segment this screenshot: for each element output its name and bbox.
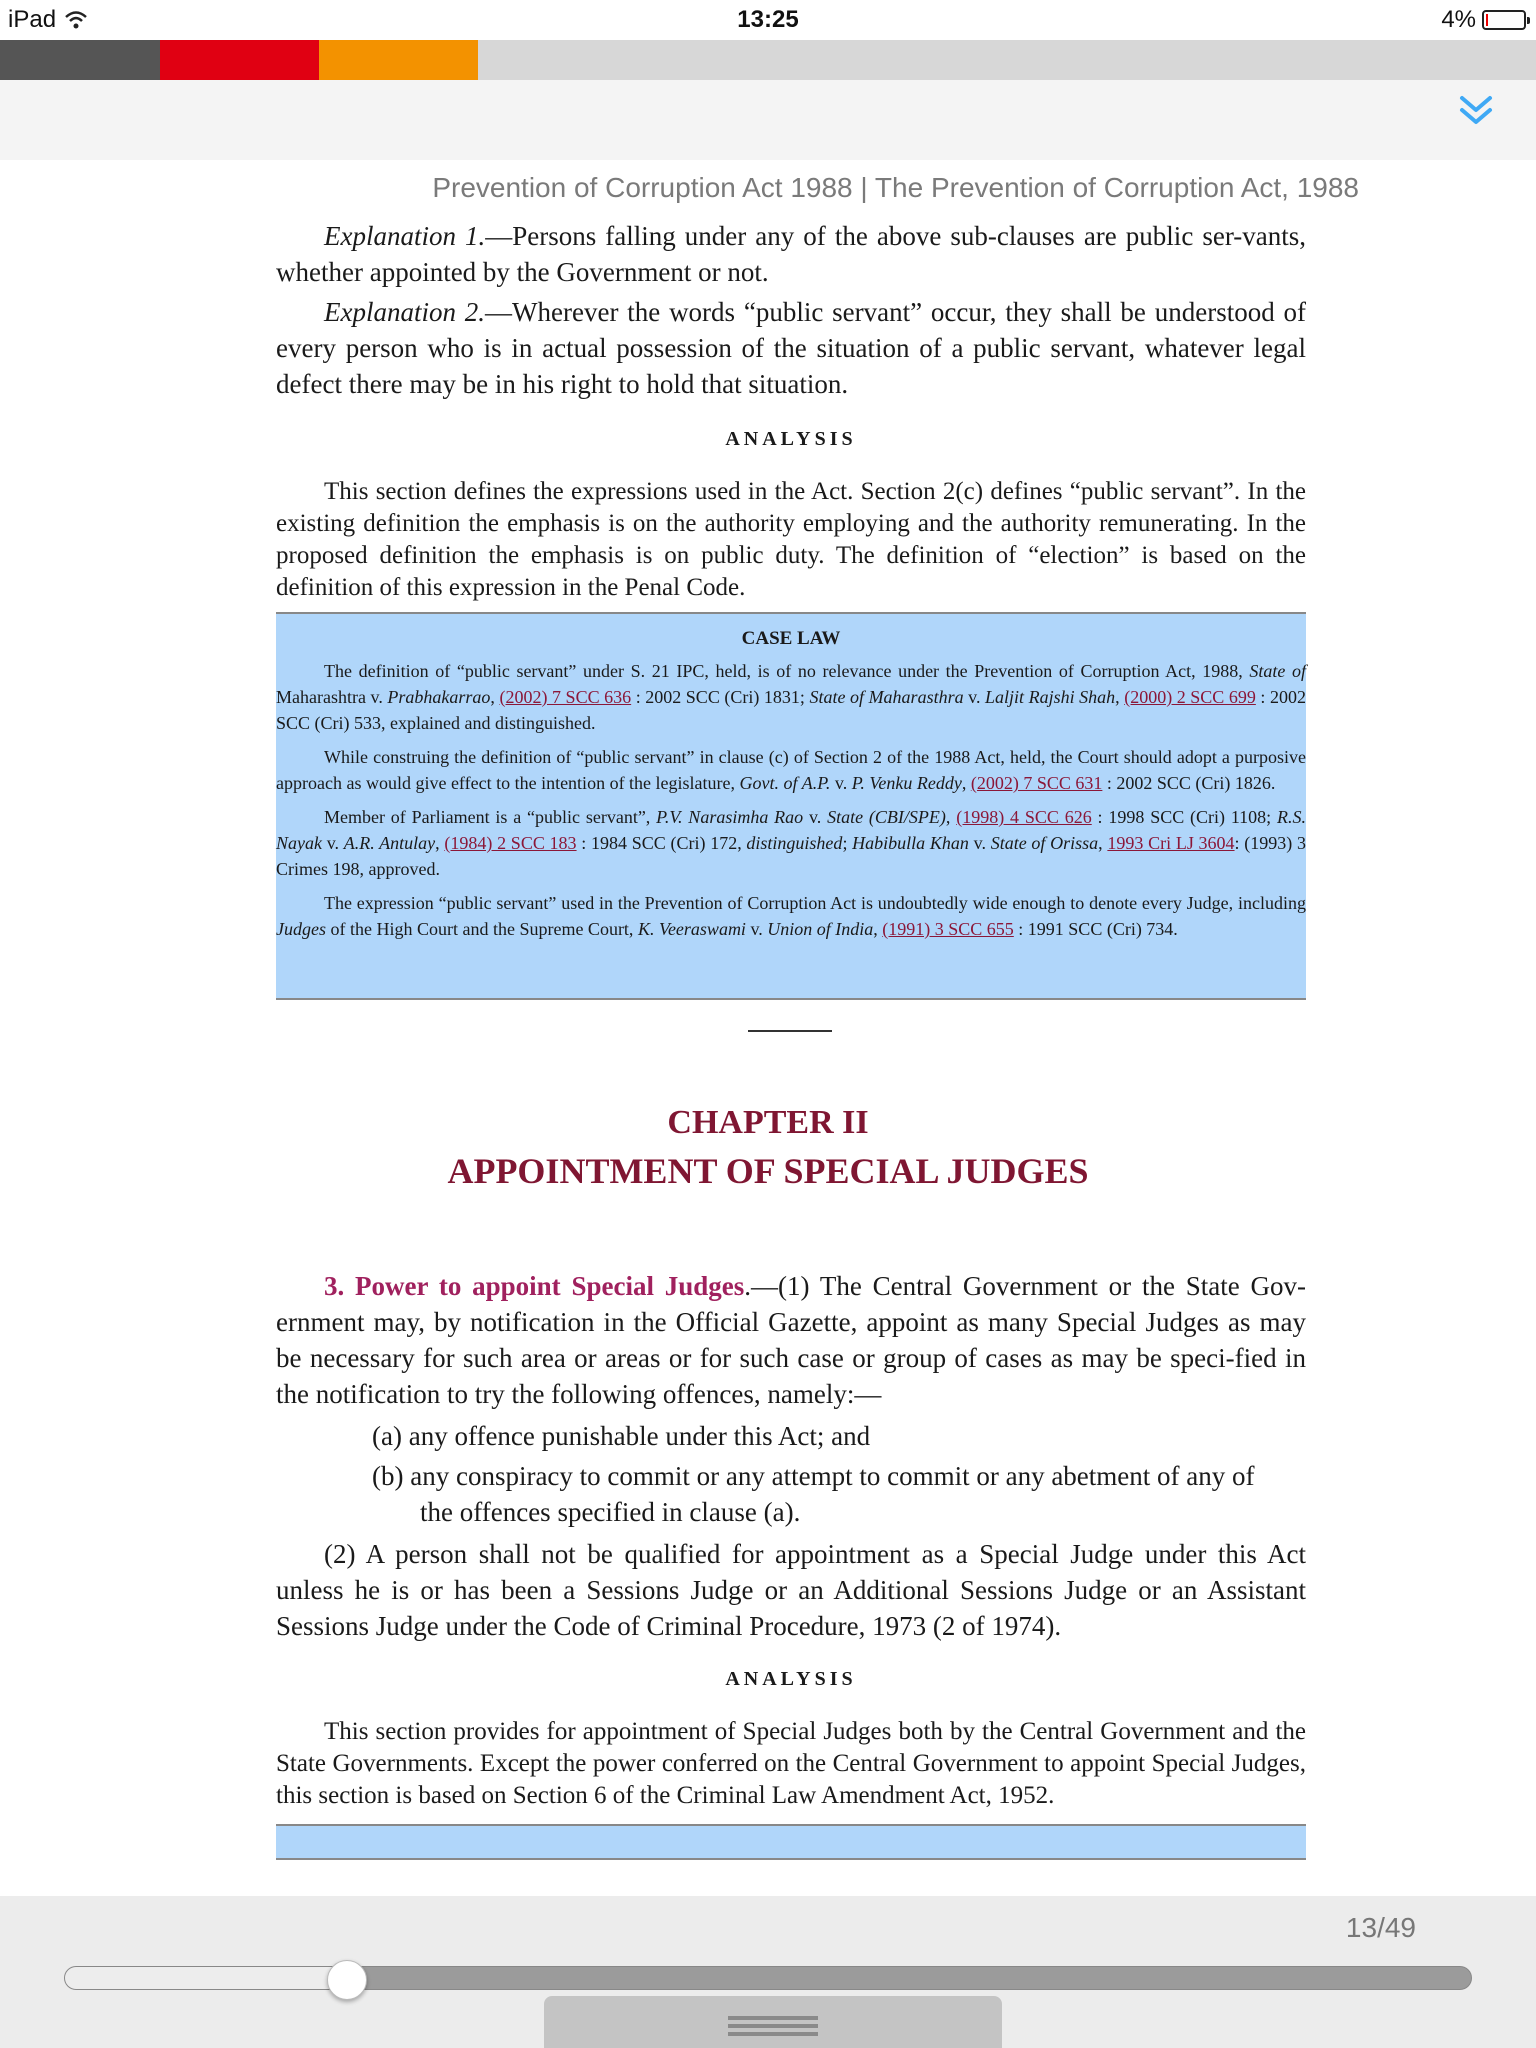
explanation-1: Explanation 1.—Persons falling under any of the above sub-clauses are public ser-vants, whether appointed by the Government or not.	[276, 221, 1306, 287]
analysis-heading-2: ANALYSIS	[725, 1668, 857, 1690]
section-3	[276, 1268, 1306, 1644]
grip-line	[728, 2032, 818, 2036]
analysis-paragraph: This section defines the expressions used in the Act. Section 2(c) defines “public servant”. In the existing definition the emphasis is on the authority employing and the authority remunerating. In the proposed definition the emphasis is on public duty. The definition of “election” is based on the definition of this expression in the Penal Code.	[276, 478, 1306, 601]
slider-thumb[interactable]	[327, 1960, 367, 2000]
page-slider[interactable]	[64, 1966, 1472, 1990]
drawer-handle[interactable]	[544, 1996, 1002, 2048]
citation-link[interactable]: (2000) 2 SCC 699	[1124, 687, 1256, 707]
citation-link[interactable]: (2002) 7 SCC 636	[499, 687, 632, 707]
clause-a: (a) any offence punishable under this Act; and	[372, 1421, 871, 1451]
document-tab-1[interactable]	[0, 40, 160, 80]
case-law-item: While construing the definition of “public servant” in clause (c) of Section 2 of the 1988 Act, held, the Court should adopt a purposive approach as would give effect to the intention of the legislature, Govt. of A.P. v. P. Venku Reddy, (2002) 7 SCC 631 : 2002 SCC (Cri) 1826.	[276, 747, 1306, 793]
section-3-para-2: (2) A person shall not be qualified for appointment as a Special Judge under this Act unless he is or has been a Sessions Judge or an Additional Sessions Judge or an Assistant Sessions Judge under the Code of Criminal Procedure, 1973 (2 of 1974).	[276, 1539, 1306, 1641]
page-indicator: 13/49	[1345, 1912, 1416, 1943]
grip-line	[728, 2016, 818, 2020]
battery-percent: 4%	[1441, 6, 1476, 33]
citation-link[interactable]: (1984) 2 SCC 183	[444, 833, 577, 853]
reader-footer	[0, 1896, 1536, 2048]
citation-link[interactable]: (2002) 7 SCC 631	[970, 773, 1103, 793]
status-bar	[0, 0, 1536, 40]
battery-icon	[1482, 10, 1526, 30]
grip-line	[728, 2024, 818, 2028]
section-3-title: 3. Power to appoint Special Judges	[324, 1271, 745, 1301]
clause-b: (b) any conspiracy to commit or any attempt to commit or any abetment of any of the offences specified in clause (a).	[372, 1461, 1255, 1527]
case-law-box-2	[276, 1824, 1306, 1860]
chevron-double-down-icon[interactable]	[1456, 90, 1496, 130]
document-tab-strip	[0, 40, 1536, 80]
running-head: Prevention of Corruption Act 1988 | The Prevention of Corruption Act, 1988	[432, 172, 1359, 203]
document-tab-2[interactable]	[160, 40, 319, 80]
case-law-item: Member of Parliament is a “public servant”, P.V. Narasimha Rao v. State (CBI/SPE), (1998) 4 SCC 626 : 1998 SCC (Cri) 1108; R.S. Nayak v. A.R. Antulay, (1984) 2 SCC 183 : 1984 SCC (Cri) 172, distinguished; Habibulla Khan v. State of Orissa, 1993 Cri LJ 3604: (1993) 3 Crimes 198, approved.	[276, 807, 1306, 879]
case-law-item: The definition of “public servant” under S. 21 IPC, held, is of no relevance under the Prevention of Corruption Act, 1988, State of Maharashtra v. Prabhakarrao, (2002) 7 SCC 636 : 2002 SCC (Cri) 1831; State of Maharasthra v. Laljit Rajshi Shah, (2000) 2 SCC 699 : 2002 SCC (Cri) 533, explained and distinguished.	[276, 661, 1307, 733]
explanation-2: Explanation 2.—Wherever the words “public servant” occur, they shall be understood of every person who is in actual possession of the situation of a public servant, whatever legal defect there may be in his right to hold that situation.	[276, 297, 1307, 399]
case-law-item: The expression “public servant” used in the Prevention of Corruption Act is undoubtedly wide enough to denote every Judge, including Judges of the High Court and the Supreme Court, K. Veeraswami v. Union of India, (1991) 3 SCC 655 : 1991 SCC (Cri) 734.	[276, 893, 1306, 939]
slider-progress	[65, 1967, 347, 1989]
citation-link[interactable]: (1991) 3 SCC 655	[882, 919, 1014, 939]
status-right	[1441, 6, 1526, 34]
device-name: iPad	[8, 6, 57, 33]
analysis-heading: ANALYSIS	[725, 428, 857, 450]
case-law-heading: CASE LAW	[741, 628, 841, 649]
citation-link[interactable]: 1993 Cri LJ 3604	[1107, 833, 1235, 853]
section-3-para-1: 3. Power to appoint Special Judges.—(1) The Central Government or the State Gov-ernment may, by notification in the Official Gazette, appoint as many Special Judges as may be necessary for such area or areas or for such case or group of cases as may be speci-fied in the notification to try the following offences, namely:—	[276, 1271, 1307, 1409]
status-time: 13:25	[737, 6, 799, 33]
section-divider	[748, 1030, 832, 1032]
case-law-box	[276, 612, 1306, 1000]
explanations	[276, 218, 1306, 402]
chapter-title: APPOINTMENT OF SPECIAL JUDGES	[447, 1151, 1089, 1191]
chapter-label: CHAPTER II	[667, 1104, 869, 1141]
analysis-paragraph-2: This section provides for appointment of Special Judges both by the Central Government and the State Governments. Except the power conferred on the Central Government to appoint Special Judges, this section is based on Section 6 of the Criminal Law Amendment Act, 1952.	[276, 1718, 1306, 1809]
document-tab-3[interactable]	[319, 40, 478, 80]
reader-toolbar	[0, 80, 1536, 160]
citation-link[interactable]: (1998) 4 SCC 626	[956, 807, 1092, 827]
document-page	[0, 160, 1536, 1896]
